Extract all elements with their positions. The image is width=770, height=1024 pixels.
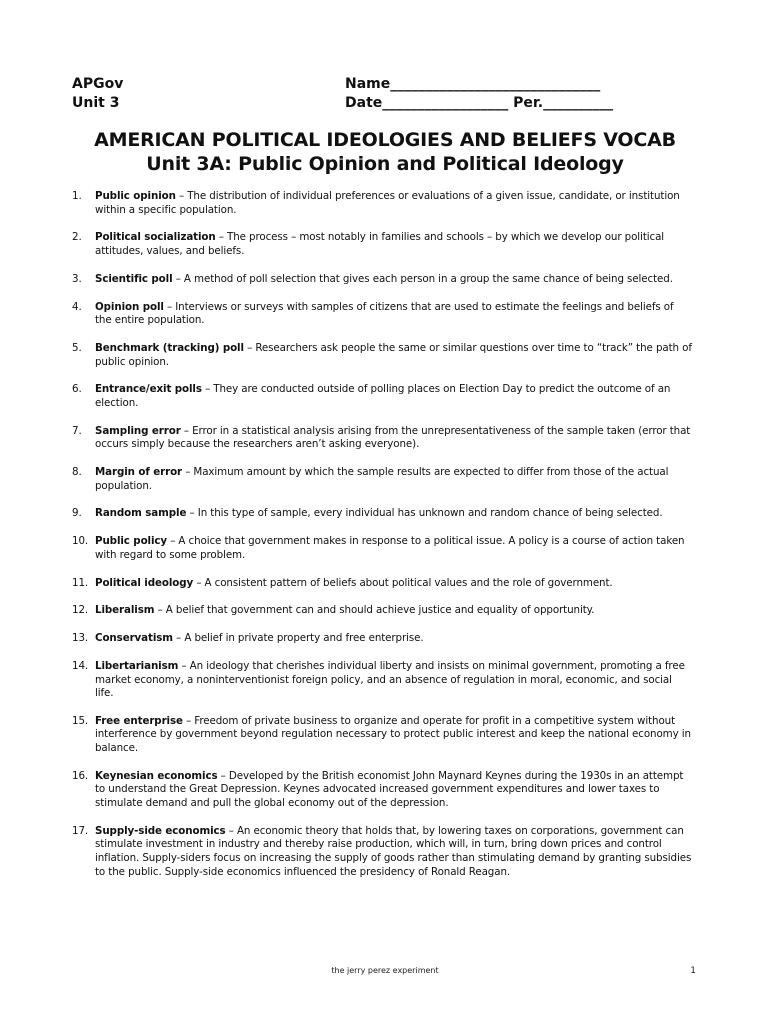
vocab-term: Sampling error xyxy=(95,424,181,437)
footer-text: the jerry perez experiment xyxy=(331,966,439,975)
page-header xyxy=(72,75,698,117)
vocab-definition: – An economic theory that holds that, by lowering taxes on corporations, government can stimulate investment in industry and thereby raise production, which will, in turn, bring down prices and control inflation. Supply-siders focus on increasing the supply of goods rather than stimulating demand by granting subsidies to the public. Supply-side economics influenced the presidency of Ronald Reagan. xyxy=(95,824,692,878)
item-number: 7. xyxy=(72,424,82,437)
item-number: 11. xyxy=(72,576,89,589)
vocab-term: Random sample xyxy=(95,507,187,520)
vocab-definition: – Researchers ask people the same or similar questions over time to “track” the path of public opinion. xyxy=(95,341,692,368)
vocab-item xyxy=(72,342,692,369)
page-number: 1 xyxy=(690,966,696,976)
vocab-term: Benchmark (tracking) poll xyxy=(95,341,244,354)
vocab-item xyxy=(72,577,692,591)
student-info xyxy=(345,75,613,113)
vocab-term: Political socialization xyxy=(95,231,216,244)
item-number: 8. xyxy=(72,466,82,479)
vocab-item xyxy=(72,660,692,701)
vocab-item xyxy=(72,825,692,879)
item-number: 3. xyxy=(72,272,82,285)
vocab-definition: – A consistent pattern of beliefs about political values and the role of government. xyxy=(193,576,613,589)
vocab-term: Public policy xyxy=(95,535,168,548)
vocab-term: Entrance/exit polls xyxy=(95,383,202,396)
item-number: 9. xyxy=(72,507,82,520)
vocab-list xyxy=(72,190,692,893)
title-line-1: AMERICAN POLITICAL IDEOLOGIES AND BELIEFS VOCAB xyxy=(94,129,676,151)
item-number: 12. xyxy=(72,604,89,617)
vocab-definition: – Freedom of private business to organize and operate for profit in a competitive system without interference by government beyond regulation necessary to protect public interest and keep the national economy in balance. xyxy=(95,714,691,755)
vocab-definition: – They are conducted outside of polling places on Election Day to predict the outcome of an election. xyxy=(95,383,671,409)
item-number: 15. xyxy=(72,714,89,727)
vocab-definition: – Maximum amount by which the sample results are expected to differ from those of the actual population. xyxy=(95,466,669,492)
vocab-term: Margin of error xyxy=(95,466,183,479)
title-line-2: Unit 3A: Public Opinion and Political Ideology xyxy=(146,153,624,175)
item-number: 5. xyxy=(72,341,82,354)
vocab-item xyxy=(72,466,692,493)
item-number: 10. xyxy=(72,535,89,548)
vocab-item xyxy=(72,425,692,452)
vocab-item xyxy=(72,535,692,562)
vocab-definition: – The process – most notably in families and schools – by which we develop our political attitudes, values, and beliefs. xyxy=(95,231,665,257)
vocab-term: Keynesian economics xyxy=(95,769,218,782)
vocab-item xyxy=(72,715,692,756)
vocab-term: Public opinion xyxy=(95,190,176,202)
vocab-definition: – A choice that government makes in response to a political issue. A policy is a course of action taken with regard to some problem. xyxy=(95,535,685,561)
vocab-definition: – In this type of sample, every individual has unknown and random chance of being selected. xyxy=(186,507,663,520)
vocab-definition: – Error in a statistical analysis arising from the unrepresentativeness of the sample taken (error that occurs simply because the researchers aren’t asking everyone). xyxy=(95,424,691,451)
vocab-term: Supply-side economics xyxy=(95,824,226,837)
vocab-item xyxy=(72,190,692,217)
vocab-term: Political ideology xyxy=(95,576,194,589)
document-title xyxy=(40,128,730,176)
item-number: 14. xyxy=(72,659,89,672)
vocab-item xyxy=(72,632,692,646)
course-info xyxy=(72,75,123,113)
vocab-term: Opinion poll xyxy=(95,300,164,313)
date-period-field[interactable]: Date__________________ Per.__________ xyxy=(345,95,614,111)
vocab-item xyxy=(72,231,692,258)
vocab-definition: – A belief that government can and should achieve justice and equality of opportunity. xyxy=(154,604,595,617)
item-number: 6. xyxy=(72,383,82,396)
vocab-term: Scientific poll xyxy=(95,272,173,285)
vocab-term: Liberalism xyxy=(95,604,155,617)
item-number: 13. xyxy=(72,632,89,645)
vocab-definition: – A belief in private property and free enterprise. xyxy=(172,632,424,645)
vocab-item xyxy=(72,273,692,287)
vocab-item xyxy=(72,507,692,521)
name-field[interactable]: Name______________________________ xyxy=(345,76,601,92)
unit-label: Unit 3 xyxy=(72,95,120,111)
vocab-definition: – The distribution of individual preferences or evaluations of a given issue, candidate, or institution within a specific population. xyxy=(95,190,680,216)
vocab-definition: – A method of poll selection that gives each person in a group the same chance of being selected. xyxy=(172,272,673,285)
vocab-item xyxy=(72,770,692,811)
course-name: APGov xyxy=(72,76,124,92)
vocab-term: Conservatism xyxy=(95,632,173,645)
item-number: 1. xyxy=(72,190,82,202)
vocab-definition: – Developed by the British economist John Maynard Keynes during the 1930s in an attempt to understand the Great Depression. Keynes advocated increased government expenditures and lower taxes to stimulate demand and pull the global economy out of the depression. xyxy=(95,769,684,810)
item-number: 17. xyxy=(72,824,89,837)
item-number: 16. xyxy=(72,769,89,782)
vocab-item xyxy=(72,383,692,410)
vocab-definition: – Interviews or surveys with samples of citizens that are used to estimate the feelings and beliefs of the entire population. xyxy=(95,300,674,327)
vocab-item xyxy=(72,301,692,328)
vocab-term: Free enterprise xyxy=(95,714,183,727)
vocab-definition: – An ideology that cherishes individual liberty and insists on minimal government, promoting a free market economy, a noninterventionist foreign policy, and an absence of regulation in moral, economic, and social life. xyxy=(95,659,685,700)
item-number: 4. xyxy=(72,300,82,313)
vocab-term: Libertarianism xyxy=(95,659,179,672)
vocab-item xyxy=(72,604,692,618)
item-number: 2. xyxy=(72,231,82,244)
